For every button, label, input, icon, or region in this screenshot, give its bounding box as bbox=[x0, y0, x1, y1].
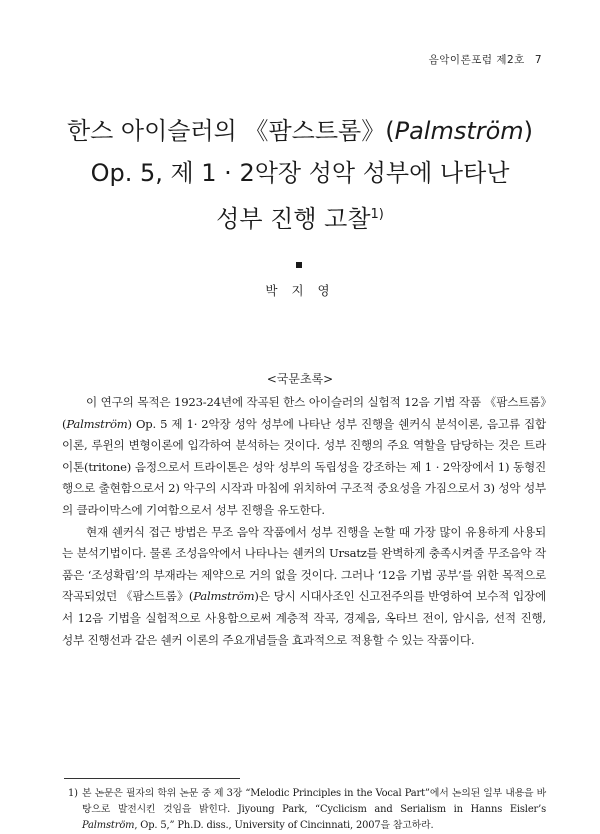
abstract-body bbox=[62, 392, 546, 651]
title-line-1 bbox=[40, 110, 560, 152]
title-italic-palmstrom: Palmström bbox=[394, 117, 524, 145]
author-name: 박 지 영 bbox=[265, 283, 335, 298]
journal-name: 음악이론포럼 제2호 bbox=[428, 54, 525, 66]
page-number: 7 bbox=[534, 54, 542, 66]
footnote-text bbox=[68, 786, 546, 834]
title-line-1-prefix: 한스 아이슬러의 《팜스트롬》( bbox=[66, 117, 395, 145]
title-line-3 bbox=[40, 194, 560, 240]
square-bullet-icon bbox=[296, 262, 302, 268]
title-line-3-text: 성부 진행 고찰 bbox=[216, 205, 371, 233]
abstract-p2-text-a: 현재 쉔커식 접근 방법은 무조 음악 작품에서 성부 진행을 논할 때 가장 많이 유용하게 사용되는 분석기법이다. 물론 조성음악에서 나타나는 쉔커의 Ursatz를 완벽하게 충족시켜줄 무조음악 작품은 ‘조성확립’의 부재라는 제약으로 거의 없을 것이다. 그러나 ‘12음 기법 공부’를 위한 목적으로 작곡되었던 《팜스트롬》( bbox=[62, 524, 546, 604]
title-footnote-ref[interactable]: 1) bbox=[370, 207, 384, 222]
abstract-p1-italic: Palmström bbox=[66, 416, 128, 431]
footnote-mark: 1) bbox=[68, 788, 78, 799]
footnote-text-a: 본 논문은 필자의 학위 논문 중 제 3장 “Melodic Principles in the Vocal Part”에서 논의된 일부 내용을 바탕으로 발전시킨 것임을 밝힌다. Jiyoung Park, “Cyclicism and Serialism in Hanns Eisler’s bbox=[82, 788, 546, 815]
abstract-heading: <국문초록> bbox=[266, 372, 334, 386]
article-title bbox=[40, 110, 560, 240]
abstract-p1-text-a: 이 연구의 목적은 1923-24년에 작곡된 한스 아이슬러의 실험적 12음 기법 작품 《팜스트롬》( bbox=[62, 395, 546, 431]
abstract-p2-text-b: )은 당시 시대사조인 신고전주의를 반영하여 보수적 입장에서 12음 기법을 실험적으로 사용함으로써 계층적 작곡, 경제음, 옥타브 전이, 암시음, 선적 진행, 성부 진행선과 같은 쉔커 이론의 주요개념들을 효과적으로 적용할 수 있는 작품이다. bbox=[62, 589, 547, 647]
footnote-divider bbox=[64, 778, 240, 779]
abstract-paragraph-2 bbox=[62, 522, 546, 652]
running-head bbox=[429, 52, 542, 67]
footnote-text-b: , Op. 5,” Ph.D. diss., University of Cincinnati, 2007을 참고하라. bbox=[134, 820, 434, 831]
footnote-italic: Palmström bbox=[82, 820, 135, 831]
title-line-2: Op. 5, 제 1 · 2악장 성악 성부에 나타난 bbox=[90, 159, 510, 187]
abstract-p1-text-b: ) Op. 5 제 1· 2악장 성악 성부에 나타난 성부 진행을 쉔커식 분석이론, 음고류 집합이론, 루윈의 변형이론에 입각하여 분석하는 것이다. 성부 진행의 주요 역할을 담당하는 것은 트라이톤(tritone) 음정으로서 트라이톤은 성악 성부의 독립성을 강조하는 제 1 · 2악장에서 1) 동형진행으로 출현함으로서 2) 악구의 시작과 마침에 위치하여 구조적 중요성을 가짐으로서 3) 성악 성부의 클라이막스에 기여함으로서 성부 진행을 유도한다. bbox=[62, 416, 546, 517]
footnote-1 bbox=[68, 786, 546, 834]
abstract-paragraph-1 bbox=[62, 392, 546, 522]
abstract-p2-italic: Palmström bbox=[193, 589, 255, 604]
title-line-1-suffix: ) bbox=[523, 117, 534, 145]
